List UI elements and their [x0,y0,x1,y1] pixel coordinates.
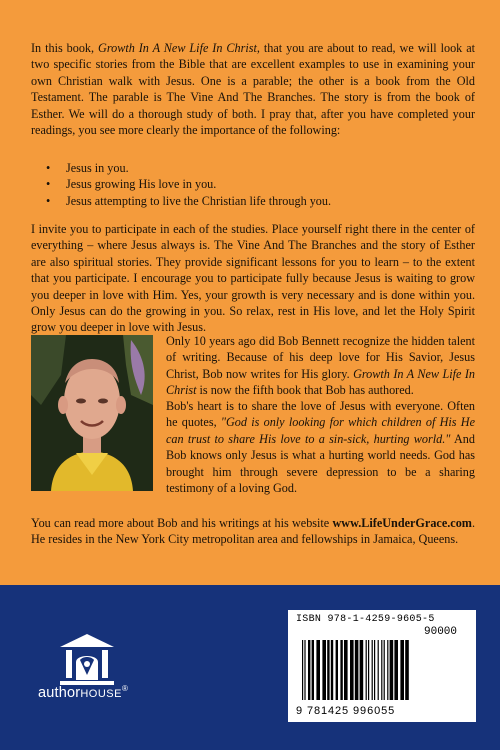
book-title-italic: Growth In A New Life In Christ [98,41,257,55]
barcode-bar [372,640,373,700]
barcode-bar [390,640,394,700]
author-photo [31,335,153,491]
barcode-bar [336,640,338,700]
barcode-bar [360,640,364,700]
bullet-item: • Jesus growing His love in you. [46,176,466,192]
bio-text: Bob's heart is to share the love of Jesus with everyone. Often he quotes, [166,399,475,430]
barcode-bar [340,640,342,700]
website-text: . He resides in the New York City metropolitan area and fellowships in Jamaica, Queens. [31,516,475,547]
price-code: 90000 [424,626,458,638]
ean-text: 9 781425 996055 [296,705,396,717]
barcode-bar [344,640,348,700]
website-paragraph [31,515,475,548]
barcode-bar [327,640,329,700]
barcode-bar [366,640,367,700]
bullet-item: • Jesus attempting to live the Christian life through you. [46,193,466,209]
barcode-bar [316,640,320,700]
bio-text: Only 10 years ago did Bob Bennett recognize the hidden talent of writing. Because of his deep love for His Savior, Jesus Christ, Bob now writes for His glory. [166,334,475,381]
bio-text: And Bob knows only Jesus is what a hurting world needs. God has brought him through severe depression to be a sharing testimony of a loving God. [166,431,475,496]
book-title-italic: Growth In A New Life In Christ [166,366,475,398]
barcode-bar [331,640,333,700]
bullet-list [46,160,466,209]
barcode-bar [381,640,382,700]
bio-paragraph-1 [166,333,475,399]
barcode-bar [302,640,303,700]
barcode-bar [405,640,409,700]
barcode-bar [387,640,388,700]
author-quote: "God is only looking for which children of His He can trust to share His love to a sin-sick, hurting world." [166,415,475,446]
publisher-name-left: author [38,684,81,701]
bio-paragraph-2 [166,398,475,496]
publisher-logo-icon [52,630,122,690]
barcode-bar [374,640,375,700]
barcode-bar [304,640,305,700]
barcode-bar [400,640,404,700]
barcode-bar [350,640,354,700]
intro-text-start: In this book, [31,41,99,55]
isbn-text: ISBN 978-1-4259-9605-5 [296,614,435,625]
bullet-item: • Jesus in you. [46,160,466,176]
barcode-box [288,610,476,722]
barcode-bar [384,640,385,700]
barcode-bar [355,640,359,700]
publisher-name-right: HOUSE [80,687,122,700]
invite-paragraph: I invite you to participate in each of the studies. Place yourself right there in the center of everything – where Jesus always is. The Vine And The Branches and the story of Esther are also spiritual stories. They provide significant lessons for you to learn – to the extent that you participate. I encourage you to participate fully because Jesus is waiting to grow you deeper in love with Him. Yes, your growth is very necessary and is done within you. Only Jesus can do the growing in you. So relax, rest in His love, and let the Holy Spirit grow you deeper in love with Jesus. [31,222,475,335]
website-url[interactable]: www.LifeUnderGrace.com [332,516,472,530]
barcode-bar [312,640,314,700]
barcode-bar [322,640,326,700]
barcode-bar [368,640,369,700]
registered-mark: ® [121,684,129,693]
barcode-bar [378,640,379,700]
publisher-name [38,684,128,701]
intro-text-end: , that you are about to read, we will look at two specific stories from the Bible that are excellent examples to use in examining your own Christian walk with Jesus. One is a parable; the other is a book from the Old Testament. The parable is The Vine And The Branches. The story is from the book of Esther. We will do a thorough study of both. I pray that, after you have completed your readings, you see more clearly the importance of the following: [31,41,475,138]
barcode-bar [394,640,398,700]
bio-text: is now the fifth book that Bob has authored. [196,383,414,398]
barcode-bar [308,640,310,700]
intro-paragraph [31,40,475,138]
website-text: You can read more about Bob and his writings at his website [31,516,333,530]
